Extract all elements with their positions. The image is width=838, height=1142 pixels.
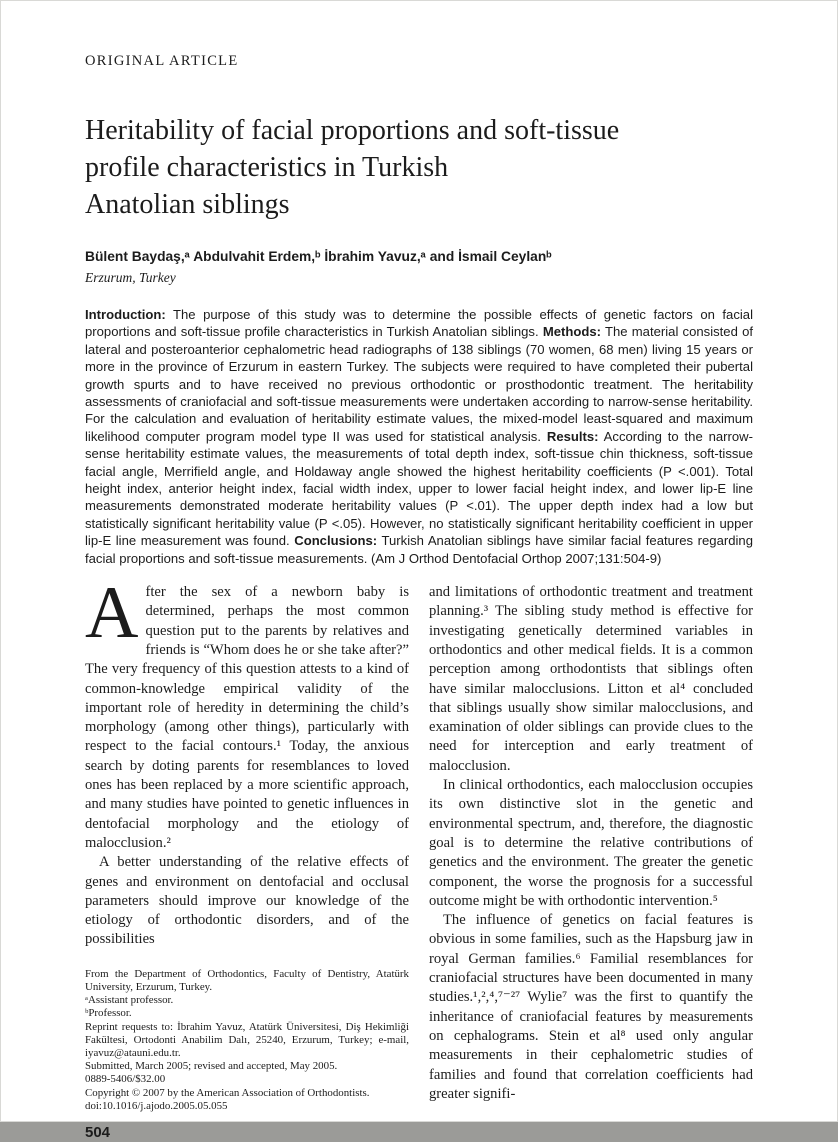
abstract-label-introduction: Introduction: xyxy=(85,307,166,322)
right-column xyxy=(429,583,753,1142)
authors-location: Erzurum, Turkey xyxy=(85,270,176,285)
intro-paragraph xyxy=(85,572,409,853)
paper-title-line-1: Heritability of facial proportions and soft-tissue xyxy=(85,115,620,146)
article-type-label: ORIGINAL ARTICLE xyxy=(85,53,239,69)
left-column xyxy=(85,572,409,1142)
abstract-label-results: Results: xyxy=(546,428,599,444)
paper-title-line-3: Anatolian siblings xyxy=(85,189,290,220)
body-columns xyxy=(85,572,753,1142)
drop-cap: A xyxy=(85,572,139,655)
page-number: 504 xyxy=(85,1123,111,1141)
footnote-issn-price: 0889-5406/$32.00 xyxy=(85,1073,166,1086)
body-paragraph: The influence of genetics on facial features is obvious in some families, such as the Hapsburg jaw in royal German families.⁶ Familial resemblances for craniofacial structures have been documented in many studies.¹,²,⁴,⁷⁻²⁷ Wylie⁷ was the first to quantify the inheritance of craniofacial features by measurements on cephalograms. Stein et al⁸ used only angular measurements in their cephalometric studies of families and found that correlation coefficients had greater signifi- xyxy=(429,912,753,1102)
abstract-label-conclusions: Conclusions: xyxy=(294,533,378,549)
body-paragraph: A better understanding of the relative effects of genes and environment on dentofacial and occlusal parameters should improve our knowledge of the etiology of orthodontic disorders, and of the possibilities xyxy=(85,854,409,948)
abstract-text-results: According to the narrow-sense heritability estimate values, the measurements of total depth index, soft-tissue chin thickness, soft-tissue facial angle, Merrifield angle, and Holdaway angle showed the highest heritability coefficients (P <.001). Total height index, anterior height index, facial width index, upper to lower facial height index, and lower lip-E line measurements demonstrated moderate heritability values (P <.01). The upper depth index had a low but statistically significant heritability value (P <.05). However, no statistically significant heritability coefficient in upper lip-E line measurement was found. xyxy=(85,428,753,549)
footnote-submission-dates: Submitted, March 2005; revised and accepted, May 2005. xyxy=(85,1060,338,1073)
footnote-doi: doi:10.1016/j.ajodo.2005.05.055 xyxy=(85,1099,228,1112)
body-paragraph: and limitations of orthodontic treatment and treatment planning.³ The sibling study method is effective for investigating genetically determined variables in orthodontics and other medical fields. It is a common perception among orthodontists that siblings often have similar malocclusions. Litton et al⁴ concluded that siblings usually show similar malocclusions, and examination of older siblings can provide clues to the need for interception and early treatment of malocclusion. xyxy=(429,584,753,774)
footnotes xyxy=(85,968,409,1113)
abstract-text-conclusions: Turkish Anatolian siblings have similar facial features regarding facial proportions and soft-tissue measurements. (Am J Orthod Dentofacial Orthop 2007;131:504-9) xyxy=(85,533,753,566)
footnote-affiliation: From the Department of Orthodontics, Faculty of Dentistry, Atatürk University, Erzurum, Turkey. xyxy=(85,967,409,993)
paper-title-line-2: profile characteristics in Turkish xyxy=(85,152,449,183)
abstract-text-introduction: The purpose of this study was to determine the possible effects of genetic factors on facial proportions and soft-tissue profile characteristics in Turkish Anatolian siblings. xyxy=(85,307,753,340)
abstract xyxy=(85,306,753,567)
footnote-author-b: ᵇProfessor. xyxy=(85,1007,132,1020)
footnote-author-a: ᵃAssistant professor. xyxy=(85,994,174,1007)
footnote-reprint-requests: Reprint requests to: İbrahim Yavuz, Atatürk Üniversitesi, Diş Hekimliği Fakültesi, Ortodonti Anabilim Dalı, 25240, Erzurum, Turkey; e-mail, iyavuz@atauni.edu.tr. xyxy=(85,1020,409,1059)
page-content xyxy=(1,1,837,1142)
body-paragraph: In clinical orthodontics, each malocclusion occupies its own distinctive slot in the genetic and environmental spectrum, and, therefore, the diagnostic goal is to determine the relative contributions of genetics and the environment. The greater the genetic component, the worse the prognosis for a successful outcome might be with orthodontic intervention.⁵ xyxy=(429,777,753,909)
footnote-copyright: Copyright © 2007 by the American Association of Orthodontists. xyxy=(85,1086,370,1099)
intro-paragraph-text: fter the sex of a newborn baby is determined, perhaps the most common question put to the parents by relatives and friends is “Whom does he or she take after?” The very frequency of this question attests to a kind of common-knowledge empirical validity of the important role of heredity in determining the child’s morphology (among other things), particularly with respect to the facial contours.¹ Today, the anxious search by doting parents for resemblances to loved ones has been replaced by a more scientific approach, and many studies have pointed to genetic influences in dentofacial morphology and the etiology of malocclusion.² xyxy=(85,584,409,851)
paper-title xyxy=(85,112,753,223)
abstract-label-methods: Methods: xyxy=(542,324,602,340)
authors-line: Bülent Baydaş,ᵃ Abdulvahit Erdem,ᵇ İbrahim Yavuz,ᵃ and İsmail Ceylanᵇ xyxy=(85,249,552,264)
abstract-text-methods: The material consisted of lateral and posteroanterior cephalometric head radiographs of 138 siblings (70 women, 68 men) living 15 years or more in the province of Erzurum in eastern Turkey. The subjects were required to have completed their pubertal growth spurts and to have received no previous orthodontic or prosthodontic treatment. The heritability assessments of craniofacial and soft-tissue measurements were undertaken according to narrow-sense heritability. For the calculation and evaluation of heritability estimate values, the mixed-model least-squared and maximum likelihood computer program model type II was used for statistical analysis. xyxy=(85,324,754,444)
